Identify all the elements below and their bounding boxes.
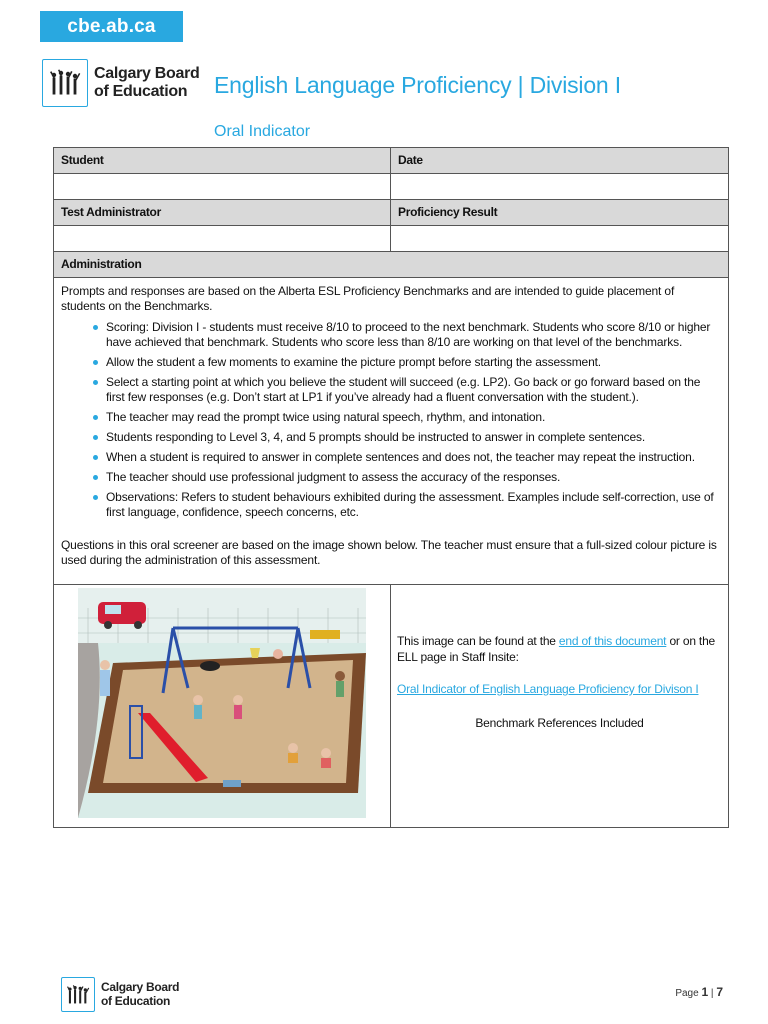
document-subtitle: Oral Indicator xyxy=(214,123,311,140)
student-field[interactable] xyxy=(54,174,391,200)
student-label: Student xyxy=(54,148,391,174)
list-item: Allow the student a few moments to examine the picture prompt before starting the assessment. xyxy=(93,355,721,370)
list-item: Scoring: Division I - students must receive 8/10 to proceed to the next benchmark. Students who score 8/10 or higher have achieved that benchmark. Students who score less than 8/10 are working on that level of the benchmarks. xyxy=(93,320,721,350)
playground-picture-cell xyxy=(54,585,391,828)
footer-logo-text-line1: Calgary Board xyxy=(101,980,180,995)
page-number xyxy=(675,985,723,999)
list-item: The teacher should use professional judgment to assess the accuracy of the responses. xyxy=(93,470,721,485)
date-label: Date xyxy=(391,148,729,174)
assessment-form-table xyxy=(53,147,729,828)
logo-text-line2: of Education xyxy=(94,83,188,100)
list-item: Observations: Refers to student behaviours exhibited during the assessment. Examples include self-correction, use of first language, confidence, speech concerns, etc. xyxy=(93,490,721,520)
administration-intro: Prompts and responses are based on the Alberta ESL Proficiency Benchmarks and are intended to guide placement of students on the Benchmarks. xyxy=(61,284,675,313)
image-location-cell xyxy=(391,585,729,828)
footer-logo-figures-icon xyxy=(61,977,95,1012)
footer-cbe-logo xyxy=(61,977,179,1012)
playground-illustration xyxy=(78,588,366,818)
page-total: 7 xyxy=(716,985,723,999)
page-label: Page xyxy=(675,988,702,999)
proficiency-result-label: Proficiency Result xyxy=(391,200,729,226)
image-location-text-after: or on the ELL page in Staff Insite: xyxy=(397,634,716,664)
administration-bullet-list xyxy=(93,320,721,520)
page-current: 1 xyxy=(701,985,709,999)
test-administrator-label: Test Administrator xyxy=(54,200,391,226)
proficiency-result-field[interactable] xyxy=(391,226,729,252)
list-item: Select a starting point at which you believe the student will succeed (e.g. LP2). Go back or go forward based on the first few responses (e.g. Don’t start at LP1 if you’ve already had a fluent conversation with the student.). xyxy=(93,375,721,405)
oral-indicator-link[interactable]: Oral Indicator of English Language Proficiency for Divison I xyxy=(397,682,699,696)
administration-label: Administration xyxy=(54,252,729,278)
image-location-text: This image can be found at the xyxy=(397,634,559,648)
list-item: The teacher may read the prompt twice using natural speech, rhythm, and intonation. xyxy=(93,410,721,425)
logo-text-line1: Calgary Board xyxy=(94,65,200,83)
date-field[interactable] xyxy=(391,174,729,200)
benchmark-note: Benchmark References Included xyxy=(475,716,644,730)
list-item: Students responding to Level 3, 4, and 5 prompts should be instructed to answer in complete sentences. xyxy=(93,430,721,445)
administration-instructions xyxy=(54,278,729,585)
end-of-document-link[interactable]: end of this document xyxy=(558,634,667,648)
cbe-logo xyxy=(42,59,199,107)
test-administrator-field[interactable] xyxy=(54,226,391,252)
list-item: When a student is required to answer in complete sentences and does not, the teacher may repeat the instruction. xyxy=(93,450,721,465)
document-title: English Language Proficiency | Division I xyxy=(214,72,621,98)
administration-closing: Questions in this oral screener are based on the image shown below. The teacher must ensure that a full-sized colour picture is used during the administration of this assessment. xyxy=(61,538,717,567)
cbe-logo-figures-icon xyxy=(42,59,88,107)
site-url-tab[interactable]: cbe.ab.ca xyxy=(40,11,183,42)
footer-logo-text-line2: of Education xyxy=(101,993,171,1008)
page-separator: | xyxy=(708,988,717,999)
